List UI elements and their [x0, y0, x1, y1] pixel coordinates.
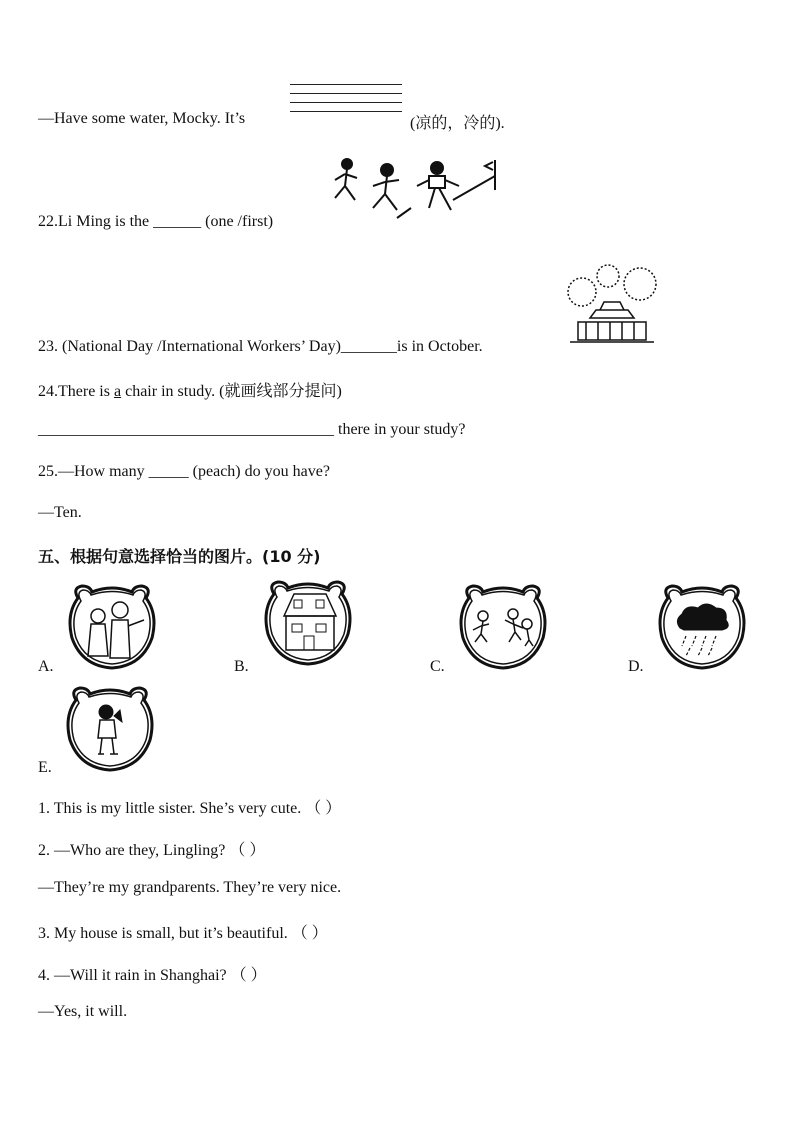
q22-hint: (one /first) [205, 213, 274, 230]
q24-suffix: chair in study. (就画线部分提问) [121, 383, 342, 400]
s5-answer-4: —Yes, it will. [38, 1003, 128, 1020]
option-c-label: C. [430, 658, 445, 675]
tiananmen-fireworks-icon [560, 262, 664, 348]
q22-prefix: 22.Li Ming is the [38, 213, 150, 230]
kids-playing-icon [455, 584, 551, 670]
s5-answer-2: —They’re my grandparents. They’re very nice. [38, 879, 342, 896]
s5-question-1: 1. This is my little sister. She’s very cute. （ ） [38, 800, 342, 817]
q21-hint: (凉的，冷的). [410, 115, 505, 132]
option-a-label: A. [38, 658, 54, 675]
s5-question-3: 3. My house is small, but it’s beautiful. （ ） [38, 925, 328, 942]
q23-blank[interactable]: _______ [340, 338, 397, 355]
option-e-label: E. [38, 759, 52, 776]
little-girl-icon [62, 686, 158, 772]
runners-race-icon [325, 156, 500, 226]
q24-line [38, 378, 342, 401]
q23-line [38, 338, 483, 356]
q25-answer: —Ten. [38, 504, 82, 521]
q24-underlined-word: a [113, 383, 122, 400]
q22-blank[interactable]: ______ [153, 213, 202, 230]
q21-line [38, 110, 245, 128]
house-icon [260, 580, 356, 666]
option-b-label: B. [234, 658, 249, 675]
q24-answer-line [38, 421, 466, 439]
q25-question: 25.—How many _____ (peach) do you have? [38, 463, 330, 480]
q24-answer-blank[interactable]: _____________________________________ [38, 421, 334, 438]
grandparents-icon [64, 584, 160, 670]
q23-prefix: 23. (National Day /International Workers’ Day) [38, 338, 341, 355]
section-title: 五、根据句意选择恰当的图片。(10 分) [38, 547, 321, 566]
s5-question-2: 2. —Who are they, Lingling? （ ） [38, 842, 266, 859]
q24-answer-suffix: there in your study? [334, 421, 466, 438]
option-d-label: D. [628, 658, 644, 675]
q24-prefix: 24.There is [38, 383, 114, 400]
s5-question-4: 4. —Will it rain in Shanghai? （ ） [38, 967, 267, 984]
q22-line [38, 213, 273, 231]
answer-blank-lines[interactable] [290, 84, 402, 120]
q23-suffix: is in October. [396, 338, 483, 355]
q21-prefix: —Have some water, Mocky. It’s [38, 110, 246, 127]
rain-cloud-icon [654, 584, 750, 670]
